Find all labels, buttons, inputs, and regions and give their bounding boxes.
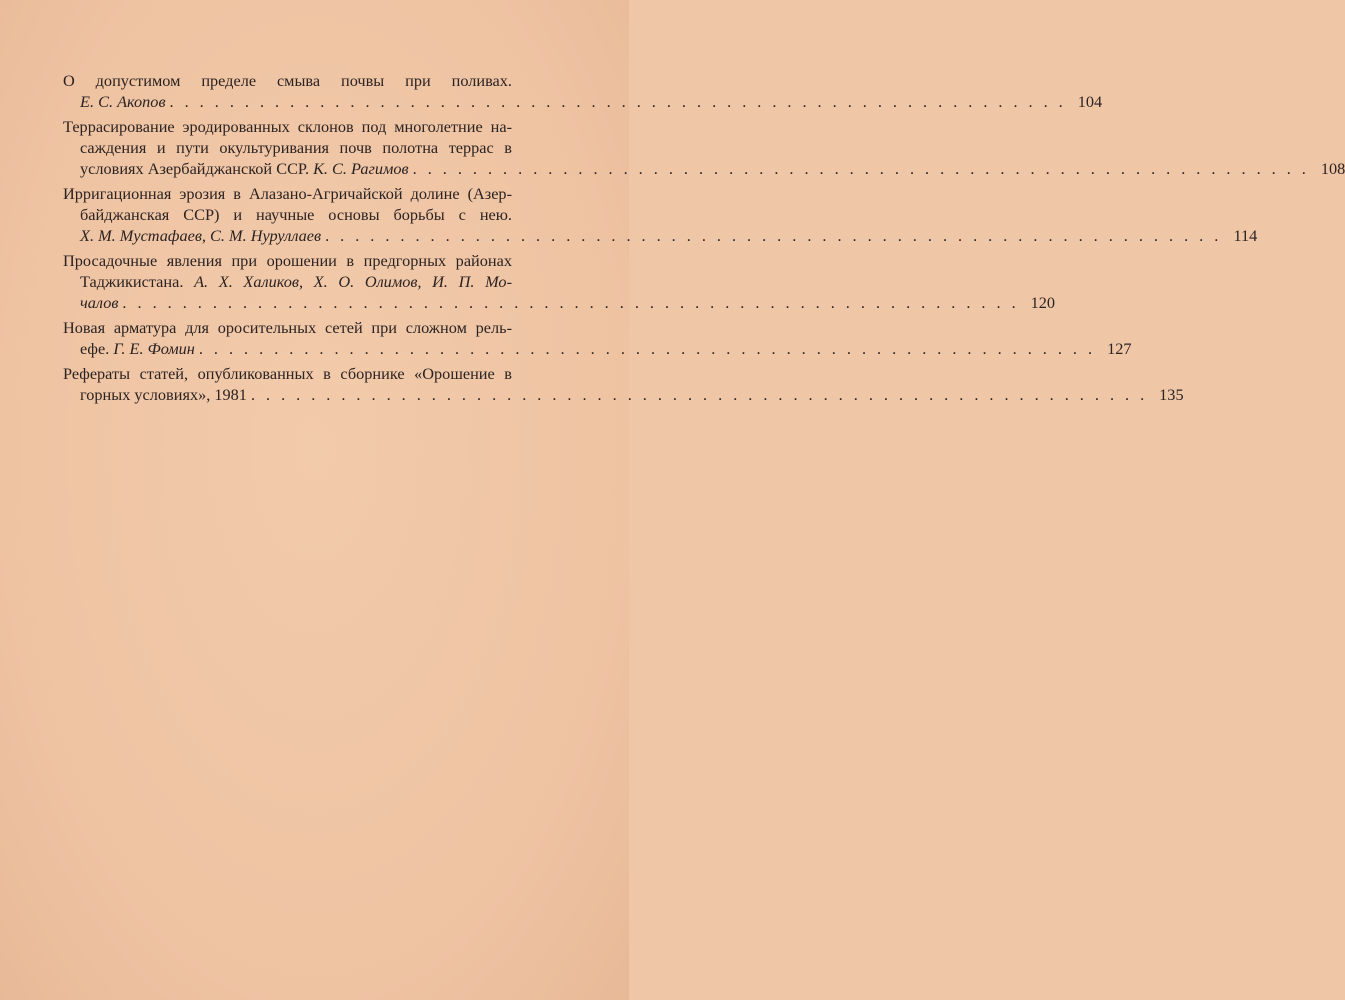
entry-line: [80, 137, 512, 158]
toc-entry: [63, 363, 1184, 405]
entry-author: А. Х. Халиков, Х. О. Олимов, И. П. Мо-: [194, 272, 512, 291]
dot-leader: ............................................................: [122, 293, 1027, 312]
entry-author: чалов: [80, 293, 119, 312]
entry-line: [63, 363, 512, 384]
dot-leader: ............................................................: [250, 385, 1156, 404]
page-number: 108: [1320, 159, 1345, 178]
entry-last-line: [80, 292, 1056, 313]
entry-author: Х. М. Мустафаев, С. М. Нуруллаев: [80, 226, 322, 245]
entry-title-text: саждения и пути окультуривания почв полотна террас в: [80, 138, 512, 157]
table-of-contents: [63, 70, 1345, 409]
entry-title-text: условиях Азербайджанской ССР.: [80, 159, 314, 178]
page-number: 104: [1077, 92, 1103, 111]
entry-line: [63, 183, 512, 204]
dot-leader: ............................................................: [169, 92, 1074, 111]
entry-author: Е. С. Акопов: [80, 92, 166, 111]
entry-title-text: Рефераты статей, опубликованных в сборнике «Орошение в: [63, 364, 512, 383]
dot-leader: ............................................................: [325, 226, 1230, 245]
entry-title-text: Террасирование эродированных склонов под многолетние на-: [63, 117, 512, 136]
entry-title-text: О допустимом пределе смыва почвы при поливах.: [63, 71, 512, 90]
entry-last-line: [80, 158, 1345, 179]
entry-title-text: Новая арматура для оросительных сетей при сложном рель-: [63, 318, 512, 337]
entry-title-text: Просадочные явления при орошении в предгорных районах: [63, 251, 512, 270]
page-number: 114: [1233, 226, 1258, 245]
entry-line: [63, 116, 512, 137]
entry-title-text: Ирригационная эрозия в Алазано-Агричайской долине (Азер-: [63, 184, 512, 203]
entry-title-text: байджанская ССР) и научные основы борьбы с нею.: [80, 205, 512, 224]
entry-title-text: ефе.: [80, 339, 114, 358]
entry-last-line: [80, 225, 1258, 246]
page-number: 135: [1159, 385, 1184, 404]
toc-entry: [63, 250, 1056, 313]
toc-entry: [63, 183, 1258, 246]
page-number: 120: [1030, 293, 1056, 312]
entry-line: [63, 317, 512, 338]
toc-entry: [63, 317, 1132, 359]
entry-title-text: Таджикистана.: [80, 272, 195, 291]
entry-last-line: [80, 384, 1184, 405]
entry-last-line: [80, 338, 1132, 359]
toc-entry: [63, 116, 1345, 179]
entry-last-line: [80, 91, 1103, 112]
dot-leader: ............................................................: [412, 159, 1317, 178]
entry-author: К. С. Рагимов: [313, 159, 409, 178]
entry-title-text: горных условиях», 1981: [80, 385, 247, 404]
page-number: 127: [1107, 339, 1132, 358]
entry-line: [80, 204, 512, 225]
entry-line: [63, 70, 512, 91]
dot-leader: ............................................................: [198, 339, 1104, 358]
entry-line: [63, 250, 512, 271]
entry-author: Г. Е. Фомин: [113, 339, 195, 358]
entry-line: [80, 271, 512, 292]
toc-entry: [63, 70, 1103, 112]
